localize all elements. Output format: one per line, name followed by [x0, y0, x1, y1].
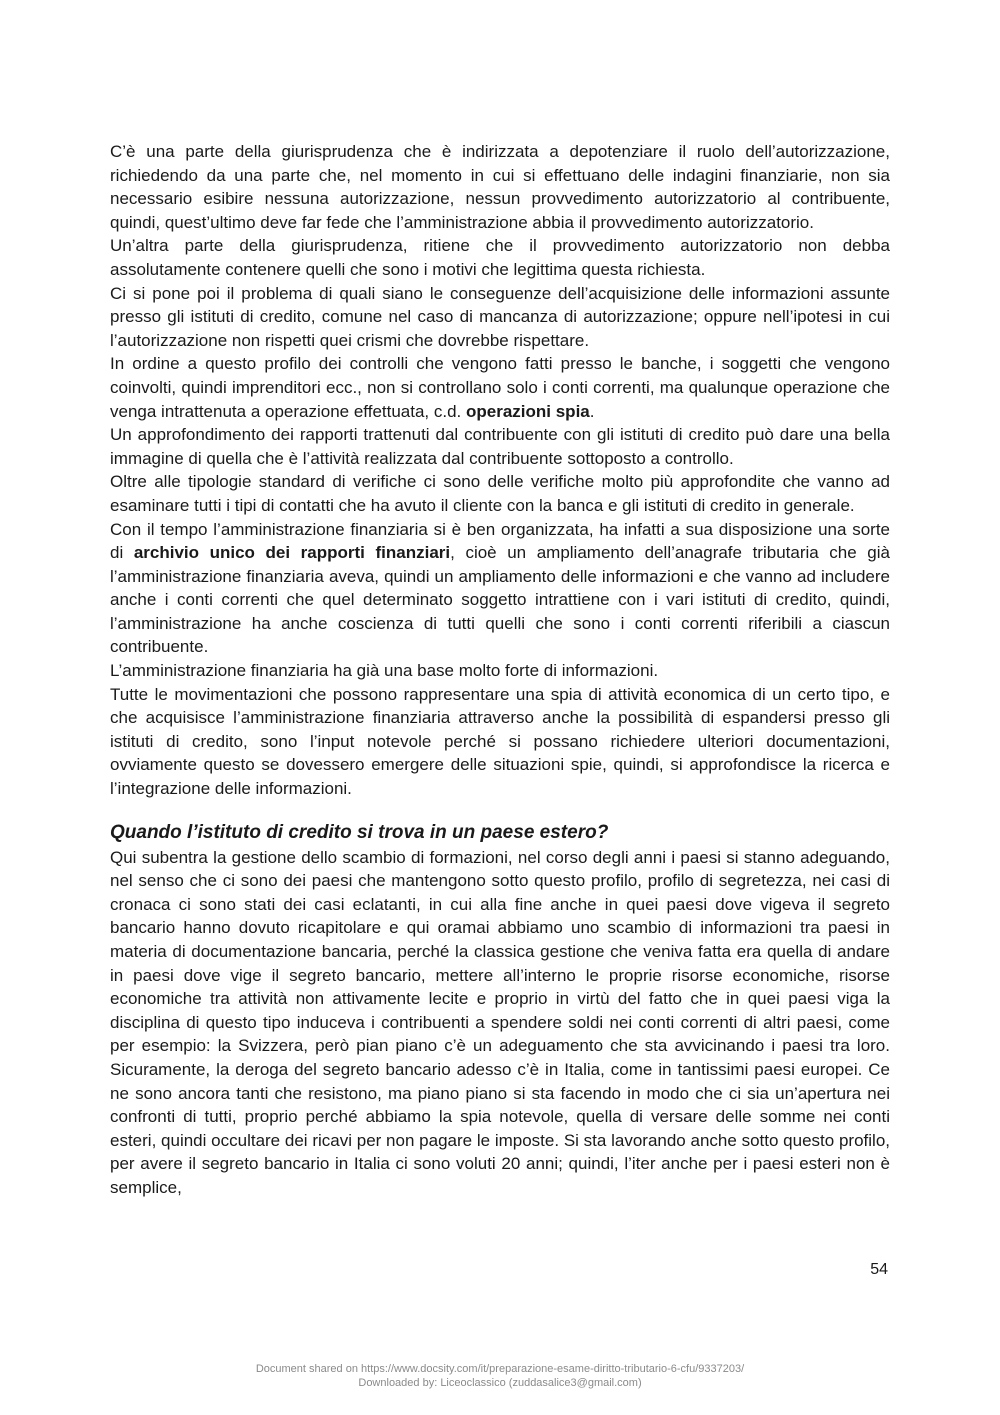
document-body	[110, 140, 890, 1200]
paragraph-3	[110, 282, 890, 353]
paragraph-6	[110, 470, 890, 517]
paragraph-text: , cioè un ampliamento dell’anagrafe tributaria che già l’amministrazione finanziaria aveva, quindi un ampliamento delle informazioni e che vanno ad includere anche i conti correnti che quel determinato soggetto intrattiene con i vari istituti di credito, quindi, l’amministrazione ha anche coscienza di tutti quelli che sono i conti correnti riferibili a ciascun contribuente.	[110, 543, 890, 657]
paragraph-5	[110, 423, 890, 470]
paragraph-7	[110, 518, 890, 660]
page-number: 54	[870, 1261, 888, 1278]
paragraph-8	[110, 659, 890, 683]
paragraph-1	[110, 140, 890, 234]
paragraph-text: Un approfondimento dei rapporti trattenuti dal contribuente con gli istituti di credito può dare una bella immagine di quella che è l’attività realizzata dal contribuente sottoposto a controllo.	[110, 425, 890, 468]
paragraph-text: Oltre alle tipologie standard di verifiche ci sono delle verifiche molto più approfondite che vanno ad esaminare tutti i tipi di contatti che ha avuto il cliente con la banca e gli istituti di credito in generale.	[110, 472, 890, 515]
paragraph-text: .	[589, 401, 595, 421]
paragraph-4	[110, 352, 890, 423]
paragraph-text: Con il tempo l’amministrazione finanziaria si è ben organizzata, ha infatti a sua disposizione una sorte di	[110, 519, 890, 563]
paragraph-text: Ci si pone poi il problema di quali siano le conseguenze dell’acquisizione delle informazioni assunte presso gli istituti di credito, comune nel caso di mancanza di autorizzazione; oppure nell’ipotesi in cui l’autorizzazione non rispetti quei crismi che dovrebbe rispettare.	[110, 283, 890, 350]
paragraph-10: Qui subentra la gestione dello scambio di formazioni, nel corso degli anni i paesi si stanno adeguando, nel senso che ci sono dei paesi che mantengono sotto questo profilo, profilo di segretezza, nei casi di cronaca ci sono stati dei casi eclatanti, in cui alla fine anche in quei paesi dove vigeva il segreto bancario hanno dovuto ricapitolare e qui oramai abbiamo uno scambio di informazioni tra paesi in materia di documentazione bancaria, perché la classica gestione che veniva fatta era quella di andare in paesi dove vige il segreto bancario, mettere all’interno le proprie risorse economiche, risorse economiche tra attività non attivamente lecite e proprio in virtù del fatto che in quei paesi viga la disciplina di questo tipo induceva i contribuenti a spendere soldi nei conti correnti di altri paesi, come per esempio: la Svizzera, però pian piano c’è un adeguamento che sta avvicinando i paesi tra loro. Sicuramente, la deroga del segreto bancario adesso c’è in Italia, come in tantissimi paesi europei. Ce ne sono ancora tanti che resistono, ma piano piano si sta facendo in modo che ci sia un’apertura nei confronti di tutti, proprio perché abbiamo la spia notevole, quella di versare delle somme nei conti esteri, quindi occultare dei ricavi per non pagare le imposte. Si sta lavorando anche sotto questo profilo, per avere il segreto bancario in Italia ci sono voluti 20 anni; quindi, l’iter anche per i paesi esteri non è semplice,	[110, 847, 890, 1197]
footer-shared-link[interactable]: Document shared on https://www.docsity.com/it/preparazione-esame-diritto-tributario-6-cfu/9337203/	[255, 1363, 745, 1375]
section-heading: Quando l’istituto di credito si trova in un paese estero?	[110, 821, 609, 843]
paragraph-text: Un’altra parte della giurisprudenza, ritiene che il provvedimento autorizzatorio non debba assolutamente contenere quelli che sono i motivi che legittima questa richiesta.	[110, 236, 890, 279]
footer	[0, 1362, 1000, 1390]
paragraph-text: L’amministrazione finanziaria ha già una base molto forte di informazioni.	[110, 661, 659, 681]
bold-term-archivio-unico: archivio unico dei rapporti finanziari	[133, 543, 451, 563]
paragraph-text: In ordine a questo profilo dei controlli che vengono fatti presso le banche, i soggetti che vengono coinvolti, quindi imprenditori ecc., non si controllano solo i conti correnti, ma qualunque operazione che venga intrattenuta a operazione effettuata, c.d.	[110, 354, 890, 421]
paragraph-2	[110, 234, 890, 281]
paragraph-text: Tutte le movimentazioni che possono rappresentare una spia di attività economica di un certo tipo, e che acquisisce l’amministrazione finanziaria attraverso anche la possibilità di espandersi presso gli istituti di credito, sono l’input notevole perché si possano richiedere ulteriori documentazioni, ovviamente questo se dovessero emergere delle situazioni spie, quindi, si approfondisce la ricerca e l’integrazione delle informazioni.	[110, 684, 890, 799]
bold-term-operazioni-spia: operazioni spia	[466, 401, 590, 421]
footer-downloaded-by: Downloaded by: Liceoclassico (zuddasalice3@gmail.com)	[358, 1377, 642, 1389]
paragraph-9	[110, 683, 890, 801]
paragraph-text: C’è una parte della giurisprudenza che è indirizzata a depotenziare il ruolo dell’autorizzazione, richiedendo da una parte che, nel momento in cui si effettuano delle indagini finanziarie, non sia necessario esibire nessuna autorizzazione, nessun provvedimento autorizzatorio al contribuente, quindi, quest’ultimo deve far fede che l’amministrazione abbia il provvedimento autorizzatorio.	[110, 142, 890, 232]
